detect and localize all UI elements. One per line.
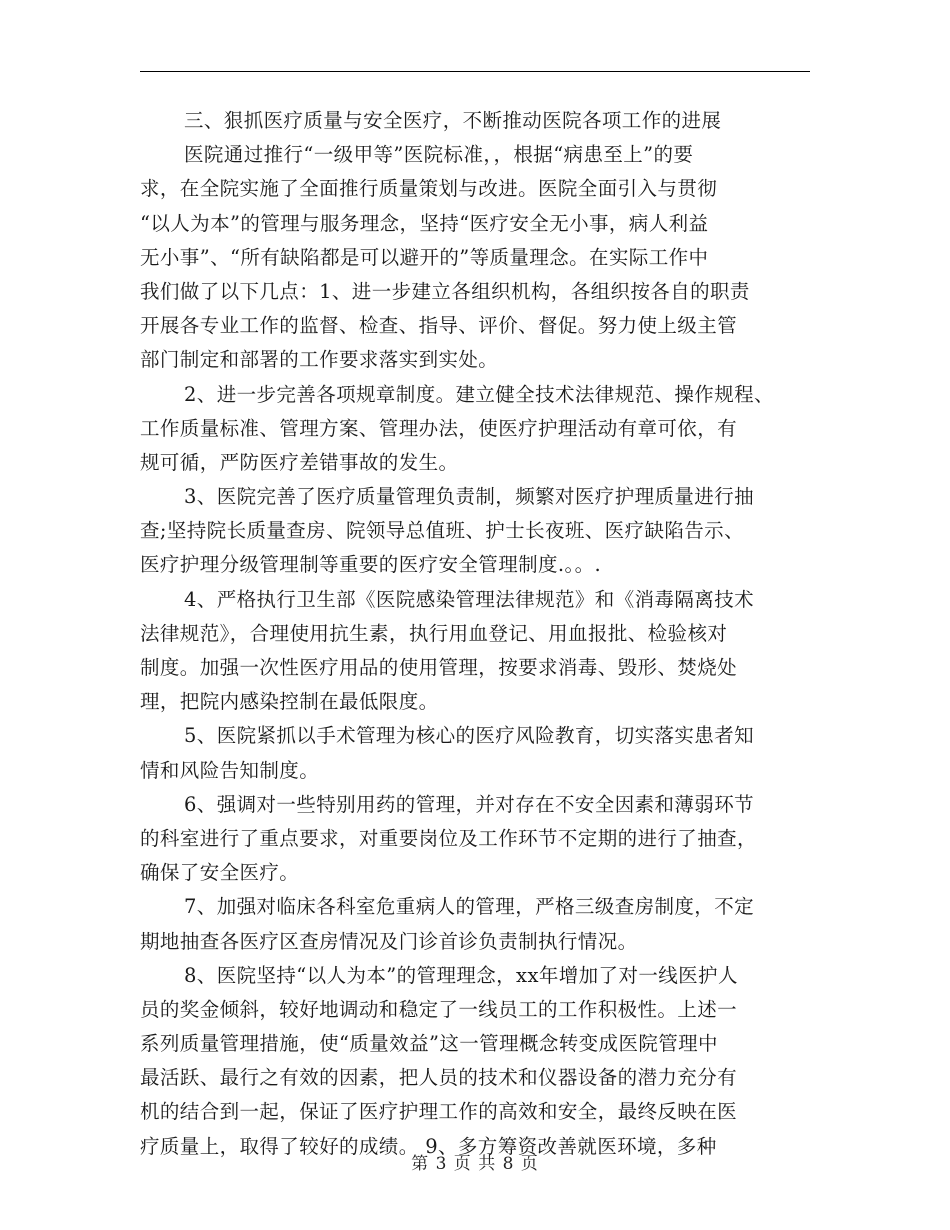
text-line: 理，把院内感染控制在最低限度。 bbox=[140, 690, 439, 714]
header-rule bbox=[140, 71, 810, 72]
text-line: 8、医院坚持“以人为本”的管理理念，xx年增加了对一线医护人 bbox=[184, 963, 738, 987]
text-line: 医疗护理分级管理制等重要的医疗安全管理制度.。。. bbox=[140, 553, 602, 577]
text-line: 的科室进行了重点要求，对重要岗位及工作环节不定期的进行了抽查， bbox=[140, 826, 757, 850]
text-line: 部门制定和部署的工作要求落实到实处。 bbox=[140, 348, 499, 372]
text-line: 4、严格执行卫生部《医院感染管理法律规范》和《消毒隔离技术 bbox=[184, 587, 755, 611]
text-line: 7、加强对临床各科室危重病人的管理，严格三级查房制度，不定 bbox=[184, 895, 755, 919]
text-line: 开展各专业工作的监督、检查、指导、评价、督促。努力使上级主管 bbox=[140, 314, 738, 338]
text-line: 最活跃、最行之有效的因素，把人员的技术和仪器设备的潜力充分有 bbox=[140, 1066, 738, 1090]
text-line: 医院通过推行“一级甲等”医院标准，，根据“病患至上”的要 bbox=[184, 143, 694, 167]
text-line: 系列质量管理措施，使“质量效益”这一管理概念转变成医院管理中 bbox=[140, 1032, 718, 1056]
text-line: 疗质量上，取得了较好的成绩。 9、多方筹资改善就医环境，多种 bbox=[140, 1134, 717, 1158]
text-line: 我们做了以下几点：1、进一步建立各组织机构，各组织按各自的职责 bbox=[140, 279, 750, 303]
text-line: 无小事”、“所有缺陷都是可以避开的”等质量理念。在实际工作中 bbox=[140, 245, 709, 269]
text-line: 规可循，严防医疗差错事故的发生。 bbox=[140, 450, 459, 474]
text-line: 期地抽查各医疗区查房情况及门诊首诊负责制执行情况。 bbox=[140, 929, 638, 953]
text-line: 5、医院紧抓以手术管理为核心的医疗风险教育，切实落实患者知 bbox=[184, 724, 755, 748]
text-line: 制度。加强一次性医疗用品的使用管理，按要求消毒、毁形、焚烧处 bbox=[140, 656, 738, 679]
text-line: 2、进一步完善各项规章制度。建立健全技术法律规范、操作规程、 bbox=[184, 382, 774, 406]
text-line: 查;坚持院长质量查房、院领导总值班、护士长夜班、医疗缺陷告示、 bbox=[140, 519, 744, 543]
page-footer: 第 3 页 共 8 页 bbox=[411, 1154, 539, 1174]
text-line: 确保了安全医疗。 bbox=[140, 861, 300, 885]
text-line: 法律规范》，合理使用抗生素，执行用血登记、用血报批、检验核对 bbox=[140, 621, 728, 645]
text-line: 员的奖金倾斜，较好地调动和稳定了一线员工的工作积极性。上述一 bbox=[140, 997, 738, 1021]
text-line: 求，在全院实施了全面推行质量策划与改进。医院全面引入与贯彻 bbox=[140, 177, 718, 201]
text-line: 3、医院完善了医疗质量管理负责制，频繁对医疗护理质量进行抽 bbox=[184, 485, 755, 509]
text-line: “以人为本”的管理与服务理念，坚持“医疗安全无小事，病人利益 bbox=[140, 211, 709, 235]
document-body bbox=[140, 104, 830, 1164]
text-line: 三、狠抓医疗质量与安全医疗，不断推动医院各项工作的进展 bbox=[184, 109, 722, 132]
text-line: 机的结合到一起，保证了医疗护理工作的高效和安全，最终反映在医 bbox=[140, 1100, 738, 1124]
text-line: 情和风险告知制度。 bbox=[140, 758, 320, 782]
text-line: 6、强调对一些特别用药的管理，并对存在不安全因素和薄弱环节 bbox=[184, 792, 755, 816]
text-line: 工作质量标准、管理方案、管理办法，使医疗护理活动有章可依，有 bbox=[140, 416, 738, 440]
